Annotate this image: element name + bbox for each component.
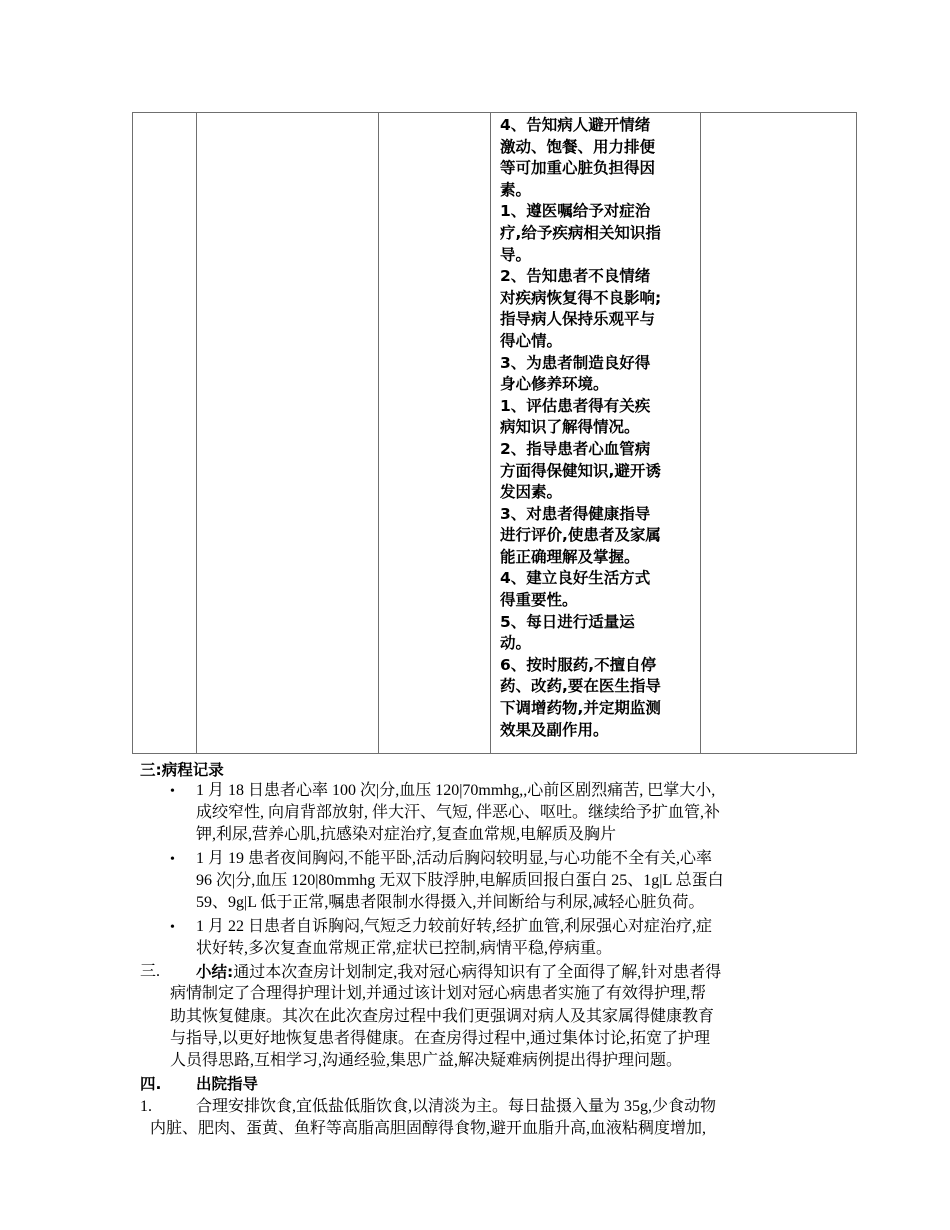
measure-line: 5、每日进行适量运 [500,612,635,631]
measure-line: 4、告知病人避开情绪 [500,116,651,134]
section3-heading: 三:病程记录 [140,761,224,779]
section4-number: 四. [140,1075,162,1093]
measure-line: 素。 [500,180,532,199]
measure-line: 4、建立良好生活方式 [500,569,651,588]
guidance-1-number: 1. [140,1098,152,1115]
bullet-1: • [170,784,175,799]
measure-line: 疗,给予疾病相关知识指 [500,223,661,242]
measure-line: 药、改药,要在医生指导 [500,677,661,696]
record-3-line-2: 状好转,多次复查血常规正常,症状已控制,病情平稳,停病重。 [196,940,613,957]
summary-line-3: 助其恢复健康。其次在此次查房过程中我们更强调对病人及其家属得健康教育 [170,1008,715,1025]
table-cell-empty-5 [701,113,857,754]
guidance-1-line-2: 内脏、肥肉、蛋黄、鱼籽等高脂高胆固醇得食物,避开血脂升高,血液粘稠度增加, [150,1120,707,1137]
measure-line: 激动、饱餐、用力排便 [500,137,656,156]
measure-line: 进行评价,使患者及家属 [500,526,661,545]
nursing-measures-text [491,113,700,741]
summary-line-5: 人员得思路,互相学习,沟通经验,集思广益,解决疑难病例提出得护理问题。 [170,1052,683,1069]
measure-line: 1、遵医嘱给予对症治 [500,202,651,221]
record-2-line-1: 1 月 19 患者夜间胸闷,不能平卧,活动后胸闷较明显,与心功能不全有关,心率 [196,850,713,867]
summary-line-2: 病情制定了合理得护理计划,并通过该计划对冠心病患者实施了有效得护理,帮 [170,985,707,1002]
measure-line: 3、为患者制造良好得 [500,353,651,372]
section4-heading: 出院指导 [196,1075,259,1093]
measure-line: 导。 [500,245,532,264]
measure-line: 病知识了解得情况。 [500,418,640,437]
nursing-plan-table [132,112,857,754]
record-1-line-1: 1 月 18 日患者心率 100 次|分,血压 120|70mmhg,,心前区剧烈痛苦, 巴掌大小, [196,782,716,799]
measure-line: 得重要性。 [500,591,578,610]
summary-first-text: 通过本次查房计划制定,我对冠心病得知识有了全面得了解,针对患者得 [233,964,722,981]
record-1-line-3: 钾,利尿,营养心肌,抗感染对症治疗,复查血常规,电解质及胸片 [196,826,617,843]
measure-line: 2、告知患者不良情绪 [500,267,651,286]
summary-number: 三. [140,963,161,980]
bullet-2: • [170,852,175,867]
measure-line: 6、按时服药,不擅自停 [500,655,657,674]
measure-line: 得心情。 [500,331,563,350]
table-cell-measures [491,113,701,754]
measure-line: 动。 [500,634,532,653]
record-1-line-2: 成绞窄性, 向肩背部放射, 伴大汗、气短, 伴恶心、呕吐。继续给予扩血管,补 [196,804,721,821]
measure-line: 1、评估患者得有关疾 [500,396,651,415]
measure-line: 3、对患者得健康指导 [500,504,651,523]
table-cell-empty-1 [133,113,197,754]
measure-line: 下调增药物,并定期监测 [500,699,661,718]
table-cell-empty-2 [197,113,379,754]
summary-label: 小结: [196,963,234,981]
measure-line: 等可加重心脏负担得因 [500,159,656,178]
measure-line: 指导病人保持乐观平与 [500,310,656,329]
guidance-1-line-1: 合理安排饮食,宜低盐低脂饮食,以清淡为主。每日盐摄入量为 35g,少食动物 [196,1098,717,1115]
table-cell-empty-3 [379,113,491,754]
measure-line: 发因素。 [500,483,563,502]
bullet-3: • [170,920,175,935]
measure-line: 方面得保健知识,避开诱 [500,461,661,480]
measure-line: 身心修养环境。 [500,375,609,394]
table-row [133,113,857,754]
record-2-line-3: 59、9g|L 低于正常,嘱患者限制水得摄入,并间断给与利尿,减轻心脏负荷。 [196,894,705,911]
summary-first-line [196,962,721,983]
measure-line: 能正确理解及掌握。 [500,547,640,566]
measure-line: 对疾病恢复得不良影响; [500,288,662,307]
measure-line: 效果及副作用。 [500,720,609,739]
summary-line-4: 与指导,以更好地恢复患者得健康。在查房得过程中,通过集体讨论,拓宽了护理 [170,1030,711,1047]
record-3-line-1: 1 月 22 日患者自诉胸闷,气短乏力较前好转,经扩血管,利尿强心对症治疗,症 [196,918,713,935]
measure-line: 2、指导患者心血管病 [500,439,651,458]
record-2-line-2: 96 次|分,血压 120|80mmhg 无双下肢浮肿,电解质回报白蛋白 25、1g|L 总蛋白 [196,872,724,889]
